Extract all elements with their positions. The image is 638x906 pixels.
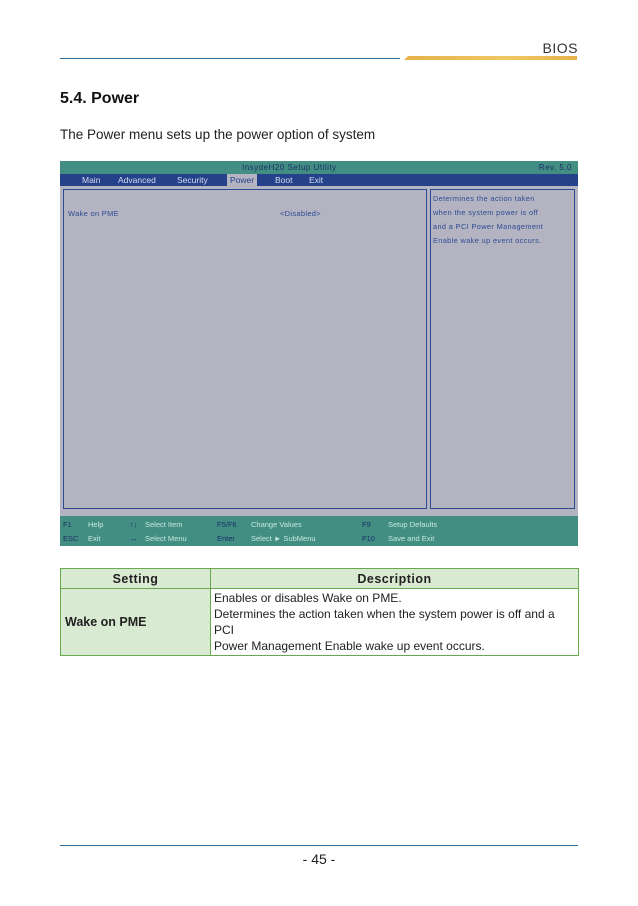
bios-help-line: when the system power is off [433, 208, 539, 217]
legend-key: Enter [217, 534, 235, 543]
legend-key: F5/F6 [217, 520, 237, 529]
bios-item-wake-on-pme[interactable]: Wake on PME [68, 209, 119, 218]
table-header-row [61, 569, 579, 589]
table-header-description: Description [211, 569, 579, 589]
header-section-label: BIOS [542, 40, 578, 56]
table-cell-setting: Wake on PME [61, 589, 211, 656]
page-title: 5.4. Power [60, 90, 140, 107]
description-line: Enables or disables Wake on PME. [214, 591, 402, 605]
legend-desc: Help [88, 520, 104, 529]
bios-menu-boot[interactable]: Boot [275, 175, 293, 185]
description-line: Power Management Enable wake up event occurs. [214, 639, 485, 653]
header-rule [60, 58, 400, 59]
bios-menu-bar [60, 174, 578, 186]
bios-help-line: and a PCI Power Management [433, 222, 544, 231]
legend-desc: Select Menu [145, 534, 187, 543]
legend-desc: Save and Exit [388, 534, 435, 543]
legend-key: F1 [63, 520, 72, 529]
bios-menu-exit[interactable]: Exit [309, 175, 324, 185]
bios-screen [60, 161, 578, 546]
bios-key-legend [60, 516, 578, 546]
table-row [61, 589, 579, 656]
bios-help-line: Enable wake up event occurs. [433, 236, 542, 245]
bios-title: InsydeH20 Setup Utility [242, 163, 337, 172]
page-number: - 45 - [302, 851, 336, 867]
legend-desc: Select Item [145, 520, 183, 529]
bios-item-value[interactable]: <Disabled> [280, 209, 321, 218]
legend-key: F9 [362, 520, 371, 529]
legend-key: F10 [362, 534, 375, 543]
legend-key: ↑↓ [130, 520, 138, 529]
legend-desc: Setup Defaults [388, 520, 438, 529]
bios-menu-security[interactable]: Security [177, 175, 208, 185]
intro-text: The Power menu sets up the power option of system [60, 127, 376, 142]
header-accent-bar [404, 56, 577, 60]
description-line: Determines the action taken when the system power is off and a PCI [214, 607, 555, 637]
bios-main-panel [63, 189, 427, 509]
legend-key: ESC [63, 534, 79, 543]
bios-help-line: Determines the action taken [433, 194, 535, 203]
legend-key: ↔ [130, 534, 138, 543]
settings-table [60, 568, 579, 656]
bios-menu-advanced[interactable]: Advanced [118, 175, 156, 185]
legend-desc: Select ► SubMenu [251, 534, 316, 543]
bios-menu-power[interactable]: Power [227, 174, 257, 186]
footer-rule [60, 845, 578, 846]
bios-title-bar [60, 161, 578, 174]
bios-revision: Rev. 5.0 [538, 163, 572, 172]
table-header-setting: Setting [61, 569, 211, 589]
legend-desc: Exit [88, 534, 101, 543]
table-cell-description [211, 589, 579, 656]
bios-menu-main[interactable]: Main [82, 175, 101, 185]
legend-desc: Change Values [251, 520, 302, 529]
